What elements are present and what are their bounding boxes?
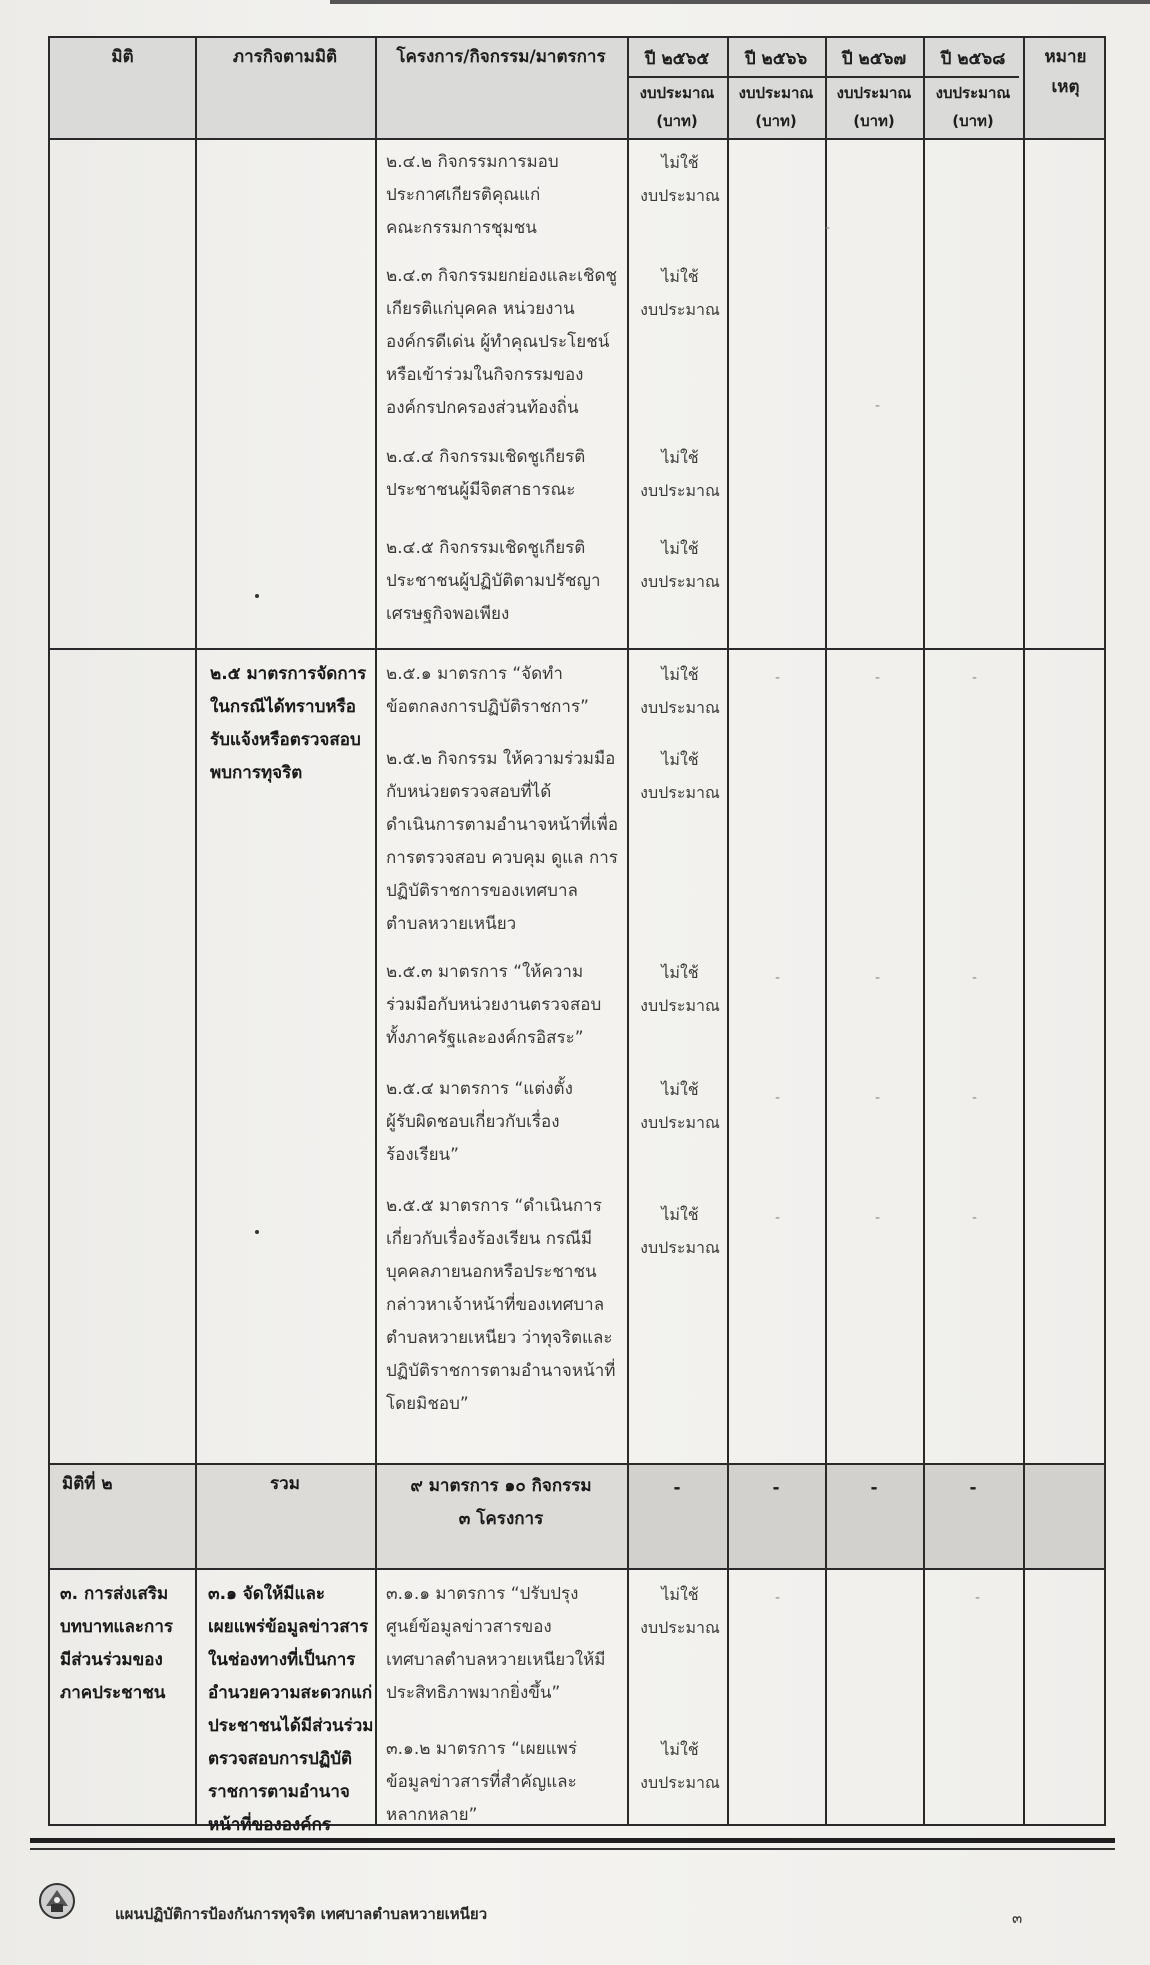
mission-line: หน้าที่ขององค์กร — [208, 1815, 332, 1835]
mission-line: อำนวยความสะดวกแก่ — [208, 1683, 373, 1703]
dash-mark: - — [875, 1210, 881, 1226]
budget-line: งบประมาณ — [640, 996, 720, 1015]
footer-title: แผนปฏิบัติการป้องกันการทุจริต เทศบาลตำบลหวายเหนียว — [115, 1905, 488, 1923]
budget-cell — [630, 1073, 730, 1139]
dimension-line: ภาคประชาชน — [60, 1683, 166, 1703]
dimension-line: ๓. การส่งเสริม — [60, 1584, 169, 1604]
mission-line: ในช่องทางที่เป็นการ — [208, 1650, 356, 1670]
col-divider — [923, 38, 925, 1824]
top-edge-line — [330, 0, 1150, 4]
activity-2-5-5 — [386, 1190, 626, 1421]
activity-line: เกี่ยวกับเรื่องร้องเรียน กรณีมี — [386, 1229, 593, 1249]
budget-cell — [630, 146, 730, 212]
header-year-2566: ปี ๒๕๖๖ — [744, 49, 808, 69]
dash-mark: - — [775, 970, 781, 986]
budget-cell — [630, 441, 730, 507]
activity-2-4-4 — [386, 441, 626, 507]
activity-2-5-2 — [386, 743, 626, 941]
activity-2-5-3 — [386, 956, 626, 1055]
activity-line: ตำบลหวายเหนียว — [386, 914, 517, 934]
activity-2-5-4 — [386, 1073, 626, 1172]
footer-rule-thin — [30, 1848, 1115, 1850]
activity-line: ๒.๕.๑ มาตรการ “จัดทำ — [386, 664, 563, 684]
mission-line: พบการทุจริต — [210, 763, 303, 783]
activity-line: โดยมิชอบ” — [386, 1394, 469, 1414]
header-budget: งบประมาณ — [935, 84, 1011, 102]
activity-line: ร้องเรียน” — [386, 1145, 459, 1165]
dash-mark: - — [875, 670, 881, 686]
dash-mark: - — [875, 398, 881, 414]
budget-line: ไม่ใช้ — [661, 963, 699, 982]
summary-count-line: ๓ โครงการ — [458, 1509, 544, 1529]
summary-dash: - — [772, 1478, 780, 1498]
activity-line: กับหน่วยตรวจสอบที่ได้ — [386, 782, 552, 802]
municipal-seal-icon — [36, 1880, 78, 1922]
mission-line: ตรวจสอบการปฏิบัติ — [208, 1749, 353, 1769]
activity-line: ดำเนินการตามอำนาจหน้าที่เพื่อ — [386, 815, 619, 835]
activity-3-1-1 — [386, 1578, 626, 1710]
budget-cell — [630, 1198, 730, 1264]
budget-line: งบประมาณ — [640, 300, 720, 319]
activity-line: เทศบาลตำบลหวายเหนียวให้มี — [386, 1650, 606, 1670]
header-project: โครงการ/กิจกรรม/มาตรการ — [396, 47, 606, 67]
budget-line: งบประมาณ — [640, 572, 720, 591]
budget-line: งบประมาณ — [640, 698, 720, 717]
activity-line: หรือเข้าร่วมในกิจกรรมของ — [386, 365, 584, 385]
budget-line: งบประมาณ — [640, 186, 720, 205]
summary-dash: - — [969, 1478, 977, 1498]
budget-cell — [630, 743, 730, 809]
header-budget: งบประมาณ — [738, 84, 814, 102]
mission-line: ราชการตามอำนาจ — [208, 1782, 350, 1802]
summary-dash: - — [673, 1478, 681, 1498]
mission-line: ๒.๕ มาตรการจัดการ — [210, 664, 367, 684]
col-divider — [825, 38, 827, 1824]
budget-line: ไม่ใช้ — [661, 539, 699, 558]
dash-mark: - — [972, 1210, 978, 1226]
activity-line: เศรษฐกิจพอเพียง — [386, 604, 510, 624]
activity-2-5-1 — [386, 658, 626, 724]
dash-mark: - — [875, 970, 881, 986]
header-budget: งบประมาณ — [639, 84, 715, 102]
budget-line: ไม่ใช้ — [661, 1740, 699, 1759]
activity-line: ตำบลหวายเหนียว ว่าทุจริตและ — [386, 1328, 613, 1348]
summary-dimension: มิติที่ ๒ — [62, 1474, 113, 1494]
activity-line: ปฏิบัติราชการตามอำนาจหน้าที่ — [386, 1361, 616, 1381]
header-remark: เหตุ — [1051, 77, 1080, 97]
dimension-3 — [60, 1578, 195, 1710]
budget-cell — [630, 1733, 730, 1799]
footer-rule-thick — [30, 1838, 1115, 1843]
budget-cell — [630, 260, 730, 326]
activity-2-4-5 — [386, 532, 626, 631]
budget-cell — [630, 1578, 730, 1644]
header-baht: (บาท) — [656, 112, 698, 130]
activity-line: ๒.๔.๓ กิจกรรมยกย่องและเชิดชู — [386, 266, 618, 286]
budget-line: ไม่ใช้ — [661, 1205, 699, 1224]
activity-line: องค์กรดีเด่น ผู้ทำคุณประโยชน์ — [386, 332, 610, 352]
mission-line: ประชาชนได้มีส่วนร่วม — [208, 1716, 374, 1736]
dash-mark: - — [775, 1590, 781, 1606]
activity-line: คณะกรรมการชุมชน — [386, 218, 537, 238]
header-baht: (บาท) — [952, 112, 994, 130]
activity-line: ผู้รับผิดชอบเกี่ยวกับเรื่อง — [386, 1112, 560, 1132]
summary-dash: - — [870, 1478, 878, 1498]
summary-count-line: ๙ มาตรการ ๑๐ กิจกรรม — [410, 1476, 592, 1496]
activity-line: ๒.๔.๒ กิจกรรมการมอบ — [386, 152, 559, 172]
dash-mark: - — [972, 970, 978, 986]
budget-line: งบประมาณ — [640, 1113, 720, 1132]
activity-line: ๒.๕.๔ มาตรการ “แต่งตั้ง — [386, 1079, 573, 1099]
plan-table — [48, 36, 1106, 1835]
dimension-line: บทบาทและการ — [60, 1617, 174, 1637]
budget-line: ไม่ใช้ — [661, 665, 699, 684]
budget-line: งบประมาณ — [640, 1618, 720, 1637]
budget-line: งบประมาณ — [640, 1773, 720, 1792]
col-divider — [1023, 38, 1025, 1824]
col-divider — [375, 38, 377, 1824]
activity-line: ประชาชนผู้มีจิตสาธารณะ — [386, 480, 576, 500]
budget-line: ไม่ใช้ — [661, 1080, 699, 1099]
mission-3-1 — [208, 1578, 375, 1842]
mission-2-5 — [210, 658, 375, 790]
activity-line: ร่วมมือกับหน่วยงานตรวจสอบ — [386, 995, 602, 1015]
activity-line: ประกาศเกียรติคุณแก่ — [386, 185, 541, 205]
dash-mark: - — [972, 1090, 978, 1106]
activity-line: ๒.๔.๔ กิจกรรมเชิดชูเกียรติ — [386, 447, 586, 467]
header-baht: (บาท) — [853, 112, 895, 130]
row-divider — [50, 648, 1104, 650]
budget-line: ไม่ใช้ — [661, 448, 699, 467]
stray-dot-mark — [255, 594, 259, 598]
activity-line: ศูนย์ข้อมูลข่าวสารของ — [386, 1617, 552, 1637]
header-year-2565: ปี ๒๕๖๕ — [644, 49, 710, 69]
budget-line: ไม่ใช้ — [661, 153, 699, 172]
page-number: ๓ — [1012, 1909, 1023, 1927]
stray-dot-mark — [255, 1230, 259, 1234]
activity-line: ๒.๕.๓ มาตรการ “ให้ความ — [386, 962, 584, 982]
activity-2-4-2 — [386, 146, 626, 245]
activity-line: ๓.๑.๑ มาตรการ “ปรับปรุง — [386, 1584, 579, 1604]
mission-line: ๓.๑ จัดให้มีและ — [208, 1584, 326, 1604]
budget-cell — [630, 532, 730, 598]
row-divider — [50, 1463, 1104, 1465]
header-budget: งบประมาณ — [836, 84, 912, 102]
mission-line: ในกรณีได้ทราบหรือ — [210, 697, 356, 717]
budget-line: ไม่ใช้ — [661, 267, 699, 286]
activity-line: ๒.๕.๕ มาตรการ “ดำเนินการ — [386, 1196, 602, 1216]
activity-line: ปฏิบัติราชการของเทศบาล — [386, 881, 578, 901]
budget-line: ไม่ใช้ — [661, 750, 699, 769]
activity-2-4-3 — [386, 260, 626, 425]
activity-line: กล่าวหาเจ้าหน้าที่ของเทศบาล — [386, 1295, 605, 1315]
dash-mark: - — [972, 670, 978, 686]
activity-line: ข้อมูลข่าวสารที่สำคัญและ — [386, 1772, 577, 1792]
dash-mark: - — [975, 1590, 981, 1606]
header-remark: หมาย — [1044, 47, 1087, 67]
budget-line: งบประมาณ — [640, 1238, 720, 1257]
activity-line: เกียรติแก่บุคคล หน่วยงาน — [386, 299, 575, 319]
dash-mark: - — [875, 1090, 881, 1106]
header-dimension: มิติ — [111, 47, 134, 67]
dash-mark: - — [775, 1210, 781, 1226]
budget-cell — [630, 956, 730, 1022]
dash-mark: - — [825, 220, 831, 236]
activity-line: บุคคลภายนอกหรือประชาชน — [386, 1262, 597, 1282]
activity-line: ข้อตกลงการปฏิบัติราชการ” — [386, 697, 589, 717]
activity-line: ๒.๕.๒ กิจกรรม ให้ความร่วมมือ — [386, 749, 616, 769]
row-divider — [50, 1568, 1104, 1570]
summary-count — [375, 1470, 627, 1536]
budget-line: งบประมาณ — [640, 481, 720, 500]
activity-line: ประชาชนผู้ปฏิบัติตามปรัชญา — [386, 571, 601, 591]
col-divider — [627, 38, 629, 1824]
activity-line: การตรวจสอบ ควบคุม ดูแล การ — [386, 848, 618, 868]
header-bottom-line — [50, 138, 1104, 140]
activity-line: ทั้งภาครัฐและองค์กรอิสระ” — [386, 1028, 584, 1048]
budget-cell — [630, 658, 730, 724]
dash-mark: - — [775, 670, 781, 686]
header-year-2567: ปี ๒๕๖๗ — [841, 49, 907, 69]
mission-line: เผยแพร่ข้อมูลข่าวสาร — [208, 1617, 369, 1637]
dimension-line: มีส่วนร่วมของ — [60, 1650, 163, 1670]
activity-line: ประสิทธิภาพมากยิ่งขึ้น” — [386, 1683, 561, 1703]
budget-line: งบประมาณ — [640, 783, 720, 802]
activity-3-1-2 — [386, 1733, 626, 1832]
activity-line: หลากหลาย” — [386, 1805, 478, 1825]
activity-line: ๓.๑.๒ มาตรการ “เผยแพร่ — [386, 1739, 577, 1759]
header-year-2568: ปี ๒๕๖๘ — [940, 49, 1006, 69]
activity-line: องค์กรปกครองส่วนท้องถิ่น — [386, 398, 579, 418]
summary-label: รวม — [270, 1474, 300, 1494]
mission-line: รับแจ้งหรือตรวจสอบ — [210, 730, 361, 750]
header-mission: ภารกิจตามมิติ — [232, 47, 338, 67]
budget-line: ไม่ใช้ — [661, 1585, 699, 1604]
header-baht: (บาท) — [755, 112, 797, 130]
dash-mark: - — [775, 1090, 781, 1106]
col-divider — [195, 38, 197, 1824]
activity-line: ๒.๔.๕ กิจกรรมเชิดชูเกียรติ — [386, 538, 586, 558]
